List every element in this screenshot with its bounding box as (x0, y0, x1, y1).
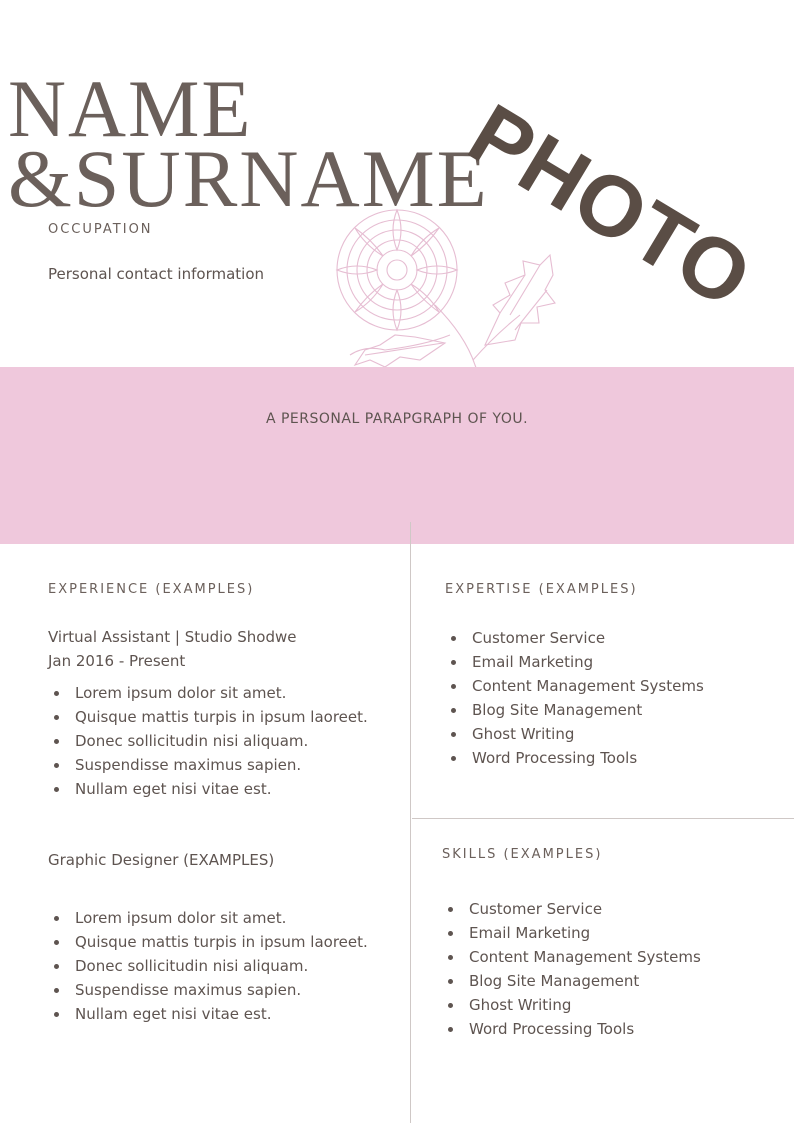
list-item: Content Management Systems (442, 945, 701, 969)
list-item: Suspendisse maximus sapien. (48, 978, 368, 1002)
list-item: Word Processing Tools (445, 746, 704, 770)
list-item: Quisque mattis turpis in ipsum laoreet. (48, 705, 368, 729)
section-divider (412, 818, 794, 819)
list-item: Nullam eget nisi vitae est. (48, 777, 368, 801)
list-item: Lorem ipsum dolor sit amet. (48, 906, 368, 930)
list-item: Blog Site Management (445, 698, 704, 722)
contact-info: Personal contact information (48, 265, 265, 283)
personal-paragraph: A PERSONAL PARAPGRAPH OF YOU. (265, 411, 529, 427)
list-item: Ghost Writing (442, 993, 701, 1017)
job1-title: Virtual Assistant | Studio Shodwe (48, 628, 297, 646)
column-divider (410, 522, 411, 1123)
list-item: Customer Service (445, 626, 704, 650)
list-item: Blog Site Management (442, 969, 701, 993)
job2-bullets (48, 906, 368, 1026)
skills-list (442, 897, 701, 1041)
job1-dates: Jan 2016 - Present (48, 652, 186, 670)
list-item: Email Marketing (445, 650, 704, 674)
summary-band (0, 367, 794, 544)
skills-heading: SKILLS (EXAMPLES) (442, 847, 603, 862)
list-item: Ghost Writing (445, 722, 704, 746)
list-item: Lorem ipsum dolor sit amet. (48, 681, 368, 705)
surname-heading: &SURNAME (8, 133, 489, 224)
job2-title: Graphic Designer (EXAMPLES) (48, 851, 275, 869)
list-item: Word Processing Tools (442, 1017, 701, 1041)
job1-bullets (48, 681, 368, 801)
photo-placeholder: PHOTO (453, 85, 768, 328)
list-item: Content Management Systems (445, 674, 704, 698)
list-item: Quisque mattis turpis in ipsum laoreet. (48, 930, 368, 954)
name-heading: NAME (8, 63, 253, 154)
occupation-label: OCCUPATION (48, 222, 153, 237)
list-item: Suspendisse maximus sapien. (48, 753, 368, 777)
list-item: Nullam eget nisi vitae est. (48, 1002, 368, 1026)
list-item: Customer Service (442, 897, 701, 921)
expertise-list (445, 626, 704, 770)
list-item: Donec sollicitudin nisi aliquam. (48, 954, 368, 978)
expertise-heading: EXPERTISE (EXAMPLES) (445, 582, 638, 597)
experience-heading: EXPERIENCE (EXAMPLES) (48, 582, 255, 597)
list-item: Email Marketing (442, 921, 701, 945)
list-item: Donec sollicitudin nisi aliquam. (48, 729, 368, 753)
